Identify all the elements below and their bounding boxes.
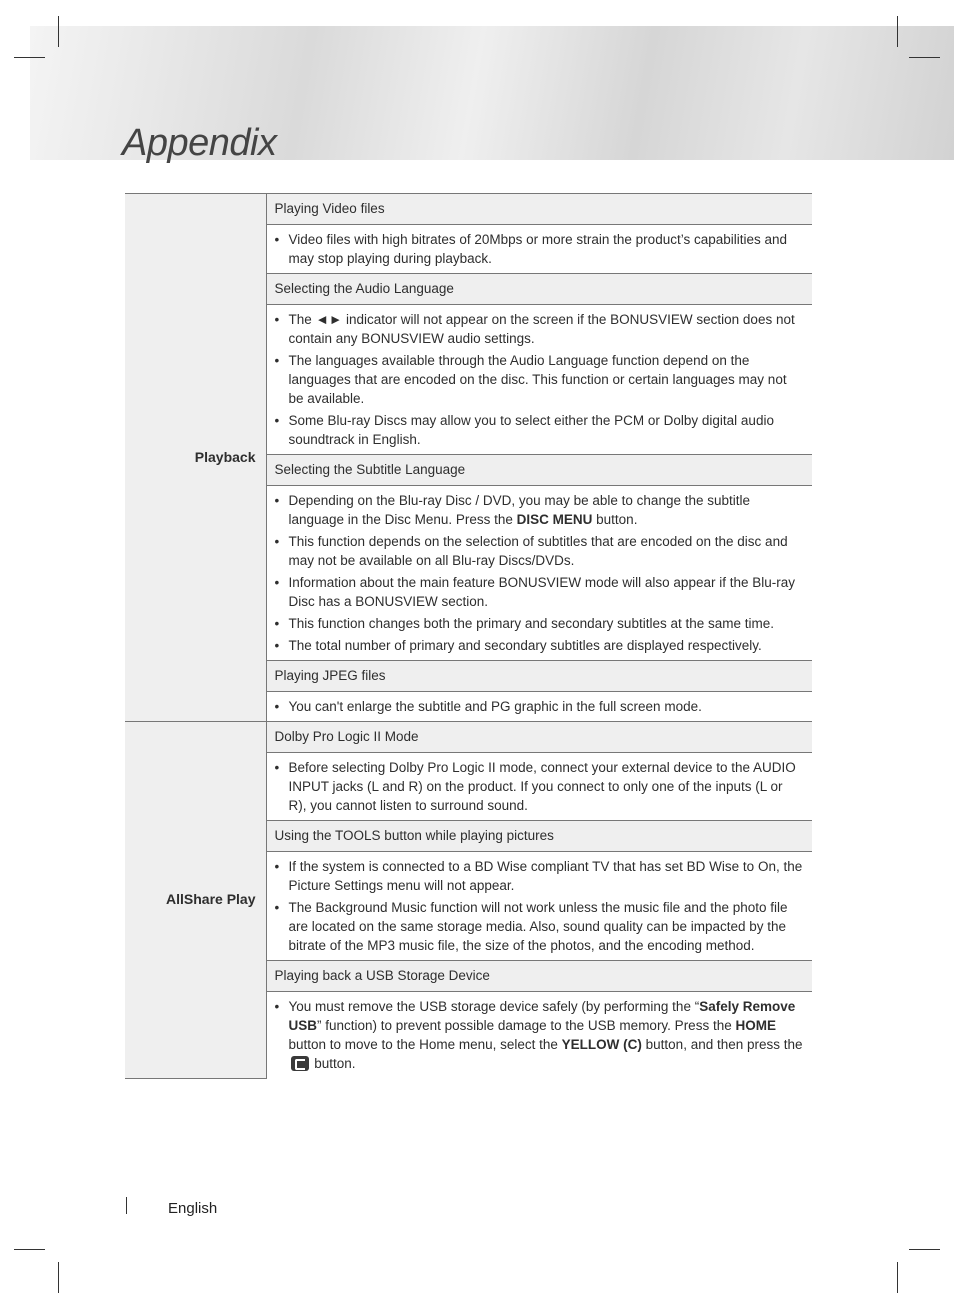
crop-mark — [14, 57, 45, 58]
bullet-item — [275, 491, 805, 529]
topic-heading: Playing JPEG files — [266, 661, 812, 692]
crop-mark — [897, 16, 898, 47]
bullet-text: You must remove the USB storage device safely (by performing the “ — [288, 999, 700, 1014]
topic-heading: Dolby Pro Logic II Mode — [266, 722, 812, 753]
bullet-text: Information about the main feature BONUSVIEW mode will also appear if the Blu-ray Disc has a BONUSVIEW section. — [288, 575, 795, 609]
topic-body — [266, 992, 812, 1079]
topic-heading: Using the TOOLS button while playing pictures — [266, 821, 812, 852]
crop-mark — [58, 1262, 59, 1293]
bullet-list — [275, 857, 805, 955]
bullet-item — [275, 310, 805, 348]
bullet-text: You can't enlarge the subtitle and PG graphic in the full screen mode. — [288, 699, 702, 714]
bullet-item — [275, 636, 805, 655]
bullet-item — [275, 351, 805, 408]
bullet-text: This function depends on the selection of subtitles that are encoded on the disc and may not be available on all Blu-ray Discs/DVDs. — [288, 534, 788, 568]
bullet-item — [275, 898, 805, 955]
footer-language: English — [168, 1200, 218, 1217]
bullet-list — [275, 491, 805, 655]
bullet-text: The Background Music function will not work unless the music file and the photo file are located on the same storage media. Also, sound quality can be impacted by the bitrate of the MP3 music file, the size of the photos, and the encoding method. — [288, 900, 788, 953]
crop-mark — [14, 1249, 45, 1250]
bullet-text: button. — [310, 1056, 356, 1071]
topic-body — [266, 305, 812, 455]
bullet-item — [275, 573, 805, 611]
bullet-text: Depending on the Blu-ray Disc / DVD, you may be able to change the subtitle language in the Disc Menu. Press the — [288, 493, 751, 527]
bullet-item — [275, 857, 805, 895]
footer-divider — [126, 1197, 127, 1214]
bullet-list — [275, 230, 805, 268]
bullet-text: This function changes both the primary and secondary subtitles at the same time. — [288, 616, 775, 631]
appendix-table — [125, 193, 812, 1079]
bullet-item — [275, 614, 805, 633]
bullet-item — [275, 997, 805, 1073]
crop-mark — [909, 1249, 940, 1250]
bullet-text: The ◄► indicator will not appear on the screen if the BONUSVIEW section does not contain any BONUSVIEW audio settings. — [288, 312, 795, 346]
button-name: DISC MENU — [516, 512, 593, 527]
topic-heading-row — [125, 194, 812, 225]
topic-body — [266, 753, 812, 821]
bullet-list — [275, 310, 805, 449]
topic-heading-row — [125, 722, 812, 753]
bullet-list — [275, 697, 805, 716]
bullet-text: button to move to the Home menu, select the — [288, 1037, 562, 1052]
page-title: Appendix — [122, 122, 277, 164]
bullet-text: Some Blu-ray Discs may allow you to select either the PCM or Dolby digital audio soundtrack in English. — [288, 413, 774, 447]
topic-heading: Playing back a USB Storage Device — [266, 961, 812, 992]
bullet-item — [275, 532, 805, 570]
bullet-text: If the system is connected to a BD Wise compliant TV that has set BD Wise to On, the Picture Settings menu will not appear. — [288, 859, 803, 893]
button-name: Safely Remove USB — [288, 999, 796, 1033]
bullet-text: button, and then press the — [641, 1037, 803, 1052]
bullet-text: The total number of primary and secondary subtitles are displayed respectively. — [288, 638, 762, 653]
crop-mark — [909, 57, 940, 58]
topic-body — [266, 225, 812, 274]
bullet-text: ” function) to prevent possible damage to the USB memory. Press the — [317, 1018, 736, 1033]
topic-heading: Playing Video files — [266, 194, 812, 225]
enter-icon — [291, 1056, 309, 1071]
bullet-item — [275, 697, 805, 716]
bullet-text: button. — [592, 512, 638, 527]
topic-body — [266, 486, 812, 661]
bullet-text: The languages available through the Audio Language function depend on the languages that are encoded on the disc. This function or certain languages may not be available. — [288, 353, 787, 406]
bullet-list — [275, 758, 805, 815]
bullet-text: Before selecting Dolby Pro Logic II mode, connect your external device to the AUDIO INPUT jacks (L and R) on the product. If you connect to only one of the inputs (L or R), you cannot listen to surround sound. — [288, 760, 796, 813]
section-label: AllShare Play — [125, 722, 266, 1079]
crop-mark — [897, 1262, 898, 1293]
button-name: HOME — [735, 1018, 776, 1033]
bullet-item — [275, 230, 805, 268]
bullet-item — [275, 758, 805, 815]
crop-mark — [58, 16, 59, 47]
bullet-list — [275, 997, 805, 1073]
bullet-text: Video files with high bitrates of 20Mbps or more strain the product’s capabilities and may stop playing during playback. — [288, 232, 788, 266]
section-label: Playback — [125, 194, 266, 722]
topic-heading: Selecting the Subtitle Language — [266, 455, 812, 486]
topic-heading: Selecting the Audio Language — [266, 274, 812, 305]
topic-body — [266, 852, 812, 961]
bullet-item — [275, 411, 805, 449]
button-name: YELLOW (C) — [561, 1037, 642, 1052]
topic-body — [266, 692, 812, 722]
